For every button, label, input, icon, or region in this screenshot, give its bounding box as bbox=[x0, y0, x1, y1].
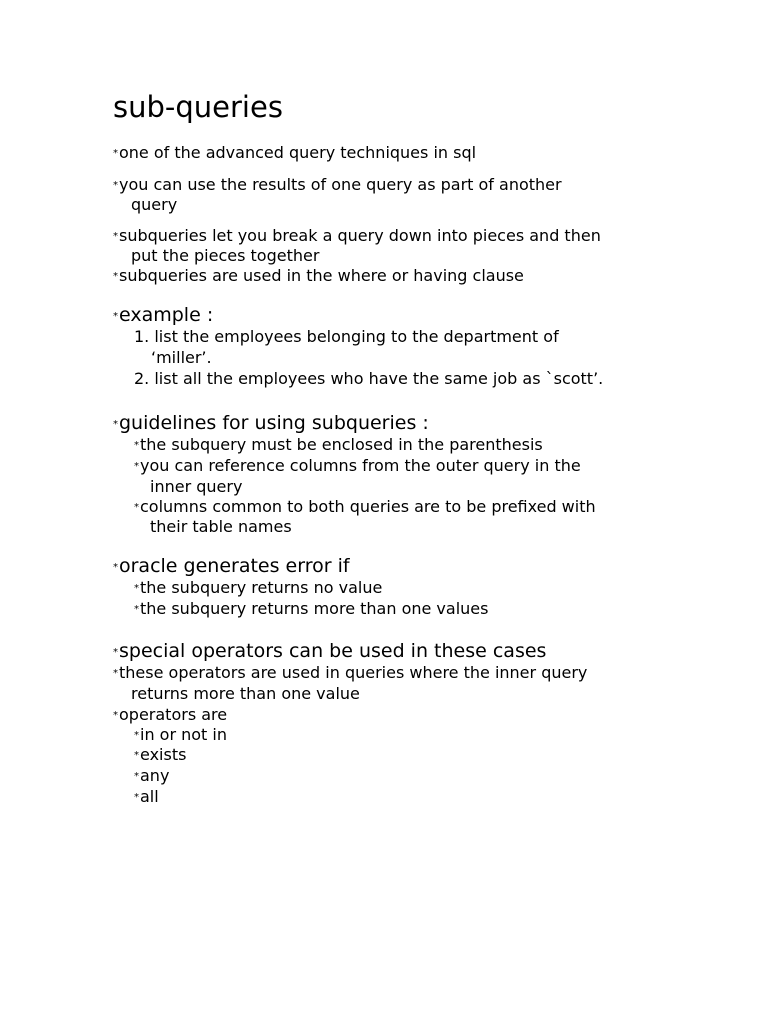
example-item-1: 1. list the employees belonging to the department of bbox=[134, 327, 559, 346]
special-item-2: *operators are bbox=[113, 705, 228, 724]
intro-item-3-continuation: put the pieces together bbox=[131, 246, 320, 265]
intro-item-2-continuation: query bbox=[131, 195, 178, 214]
bullet-mark: * bbox=[113, 311, 118, 322]
bullet-mark: * bbox=[134, 461, 139, 472]
bullet-mark: * bbox=[134, 771, 139, 782]
oracle-item-2: *the subquery returns more than one values bbox=[134, 599, 489, 618]
operator-item: *any bbox=[134, 766, 170, 785]
bullet-mark: * bbox=[134, 440, 139, 451]
bullet-mark: * bbox=[134, 502, 139, 513]
intro-item-3: *subqueries let you break a query down into pieces and then bbox=[113, 226, 601, 245]
bullet-mark: * bbox=[113, 562, 118, 573]
special-item-1-continuation: returns more than one value bbox=[131, 684, 360, 703]
intro-item-2: *you can use the results of one query as part of another bbox=[113, 175, 562, 194]
operator-item: *all bbox=[134, 787, 159, 806]
guideline-item-2: *you can reference columns from the outer query in the bbox=[134, 456, 581, 475]
guidelines-heading: *guidelines for using subqueries : bbox=[113, 412, 429, 434]
bullet-mark: * bbox=[134, 730, 139, 741]
intro-item-4: *subqueries are used in the where or having clause bbox=[113, 266, 524, 285]
bullet-mark: * bbox=[113, 271, 118, 282]
bullet-mark: * bbox=[134, 583, 139, 594]
guideline-item-1: *the subquery must be enclosed in the parenthesis bbox=[134, 435, 543, 454]
oracle-heading: *oracle generates error if bbox=[113, 555, 350, 577]
bullet-mark: * bbox=[113, 180, 118, 191]
bullet-mark: * bbox=[113, 668, 118, 679]
bullet-mark: * bbox=[113, 419, 118, 430]
bullet-mark: * bbox=[134, 750, 139, 761]
special-item-1: *these operators are used in queries where the inner query bbox=[113, 663, 588, 682]
intro-item-1: *one of the advanced query techniques in sql bbox=[113, 143, 477, 162]
bullet-mark: * bbox=[134, 792, 139, 803]
guideline-item-3-continuation: their table names bbox=[150, 517, 292, 536]
bullet-mark: * bbox=[113, 231, 118, 242]
bullet-mark: * bbox=[113, 710, 118, 721]
special-heading: *special operators can be used in these cases bbox=[113, 640, 547, 662]
example-heading: *example : bbox=[113, 304, 214, 326]
operator-item: *in or not in bbox=[134, 725, 227, 744]
guideline-item-3: *columns common to both queries are to be prefixed with bbox=[134, 497, 596, 516]
bullet-mark: * bbox=[113, 148, 118, 159]
oracle-item-1: *the subquery returns no value bbox=[134, 578, 383, 597]
operator-item: *exists bbox=[134, 745, 187, 764]
page-title: sub-queries bbox=[113, 90, 283, 124]
example-item-1-continuation: ‘miller’. bbox=[151, 348, 212, 367]
example-item-2: 2. list all the employees who have the same job as `scott’. bbox=[134, 369, 604, 388]
guideline-item-2-continuation: inner query bbox=[150, 477, 243, 496]
bullet-mark: * bbox=[113, 647, 118, 658]
bullet-mark: * bbox=[134, 604, 139, 615]
